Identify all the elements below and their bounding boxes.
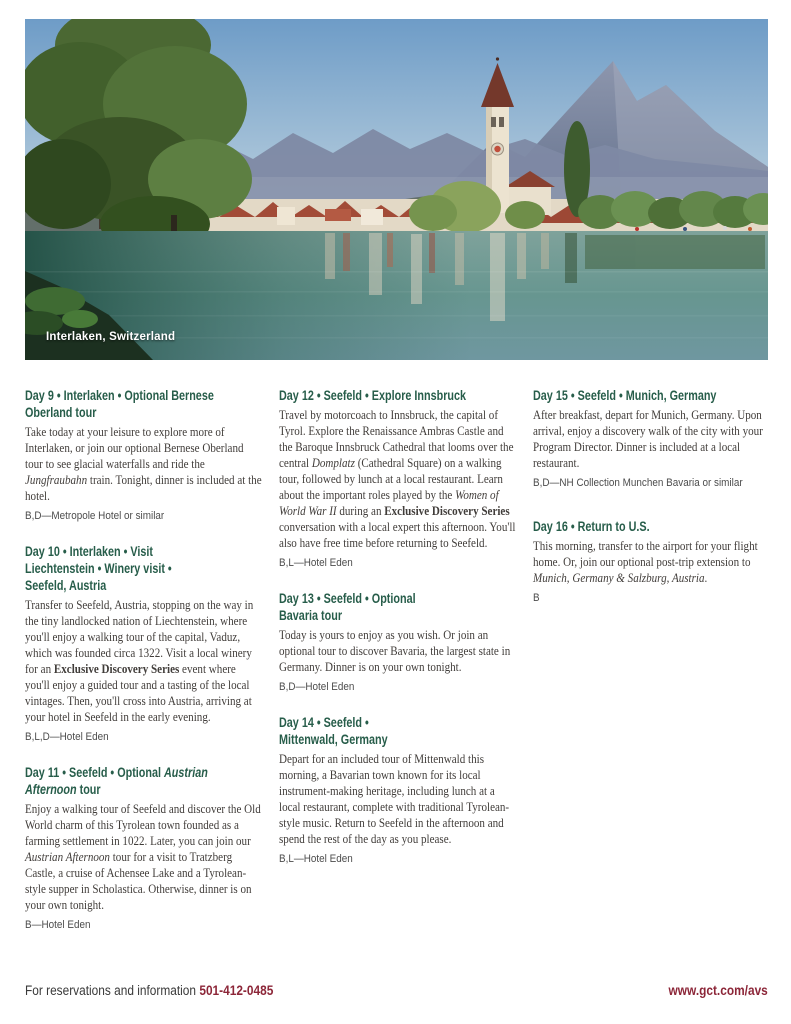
day-15-meals: B,D—NH Collection Munchen Bavaria or similar: [533, 477, 743, 489]
day-16-section: [533, 518, 771, 605]
reservations-line: [25, 983, 273, 998]
day-12-section: [279, 387, 517, 570]
day-11-meals: B—Hotel Eden: [25, 919, 91, 931]
itinerary-column-1: [25, 387, 263, 952]
phone-number[interactable]: 501-412-0485: [199, 983, 274, 998]
day-12-meals: B,L—Hotel Eden: [279, 557, 353, 569]
day-10-heading: Day 10 • Interlaken • Visit Liechtenstein • Winery visit • Seefeld, Austria: [25, 544, 172, 593]
day-12-heading: Day 12 • Seefeld • Explore Innsbruck: [279, 388, 467, 403]
day-9-heading: Day 9 • Interlaken • Optional Bernese Oberland tour: [25, 388, 214, 420]
day-15-body: After breakfast, depart for Munich, Germany. Upon arrival, enjoy a discovery walk of the city with your Program Director. Dinner is included at a local restaurant.: [533, 408, 763, 470]
day-14-meals: B,L—Hotel Eden: [279, 853, 353, 865]
interlaken-photo-art: [25, 19, 768, 360]
day-15-section: [533, 387, 771, 490]
day-10-meals: B,L,D—Hotel Eden: [25, 731, 109, 743]
website-link[interactable]: www.gct.com/avs: [668, 983, 768, 998]
day-11-section: [25, 764, 263, 932]
day-10-body: Transfer to Seefeld, Austria, stopping on the way in the tiny landlocked nation of Liechtenstein, where you'll enjoy a walking tour of the capital, Vaduz, which was founded circa 1322. Visit a local winery for an Exclusive Discovery Series event where you'll enjoy a guided tour and a tasting of the local vintages. Then, you'll cross into Austria, arriving at your hotel in Seefeld in the early evening.: [25, 598, 254, 724]
day-16-meals: B: [533, 592, 540, 604]
hero-photo: [25, 19, 768, 360]
website-line: [669, 982, 768, 1000]
itinerary-column-2: [279, 387, 517, 952]
day-14-body: Depart for an included tour of Mittenwald this morning, a Bavarian town known for its local instrument-making heritage, including lunch at a local restaurant, complete with traditional Tyrolean-style music. Return to Seefeld in the afternoon and spend the rest of the day as you please.: [279, 752, 510, 846]
day-13-section: [279, 590, 517, 694]
day-9-body: Take today at your leisure to explore more of Interlaken, or join our optional Bernese Oberland tour to see glacial waterfalls and ride the Jungfraubahn train. Tonight, dinner is included at the hotel.: [25, 425, 262, 503]
day-16-body: This morning, transfer to the airport for your flight home. Or, join our optional post-trip extension to Munich, Germany & Salzburg, Austria.: [533, 539, 758, 585]
day-13-meals: B,D—Hotel Eden: [279, 681, 355, 693]
day-10-section: [25, 543, 263, 744]
photo-caption: Interlaken, Switzerland: [46, 331, 176, 343]
day-11-body: Enjoy a walking tour of Seefeld and discover the Old World charm of this Tyrolean town founded as a farming settlement in 1022. Later, you can join our Austrian Afternoon tour for a visit to Tratzberg Castle, a cruise of Achensee Lake and a Tyrolean-style supper in Scholastica. Otherwise, dinner is on your own tonight.: [25, 802, 261, 912]
day-14-section: [279, 714, 517, 866]
page-footer: [25, 982, 768, 1000]
day-14-heading: Day 14 • Seefeld • Mittenwald, Germany: [279, 715, 388, 747]
reservations-text: For reservations and information: [25, 983, 197, 998]
day-13-heading: Day 13 • Seefeld • Optional Bavaria tour: [279, 591, 416, 623]
day-13-body: Today is yours to enjoy as you wish. Or join an optional tour to discover Bavaria, the largest state in Germany. Dinner is on your own tonight.: [279, 628, 511, 674]
day-16-heading: Day 16 • Return to U.S.: [533, 519, 650, 534]
itinerary-column-3: [533, 387, 771, 952]
day-11-heading: Day 11 • Seefeld • Optional Austrian Afternoon tour: [25, 765, 208, 797]
day-12-body: Travel by motorcoach to Innsbruck, the capital of Tyrol. Explore the Renaissance Ambras Castle and the Baroque Innsbruck Cathedral that looms over the central Domplatz (Cathedral Square) on a walking tour, followed by lunch at a local restaurant. Learn about the important roles played by the Women of World War II during an Exclusive Discovery Series conversation with a local expert this afternoon. You'll also have free time before returning to Seefeld.: [279, 408, 516, 550]
itinerary-columns: [25, 387, 771, 952]
day-9-meals: B,D—Metropole Hotel or similar: [25, 510, 165, 522]
day-9-section: [25, 387, 263, 523]
day-15-heading: Day 15 • Seefeld • Munich, Germany: [533, 388, 717, 403]
